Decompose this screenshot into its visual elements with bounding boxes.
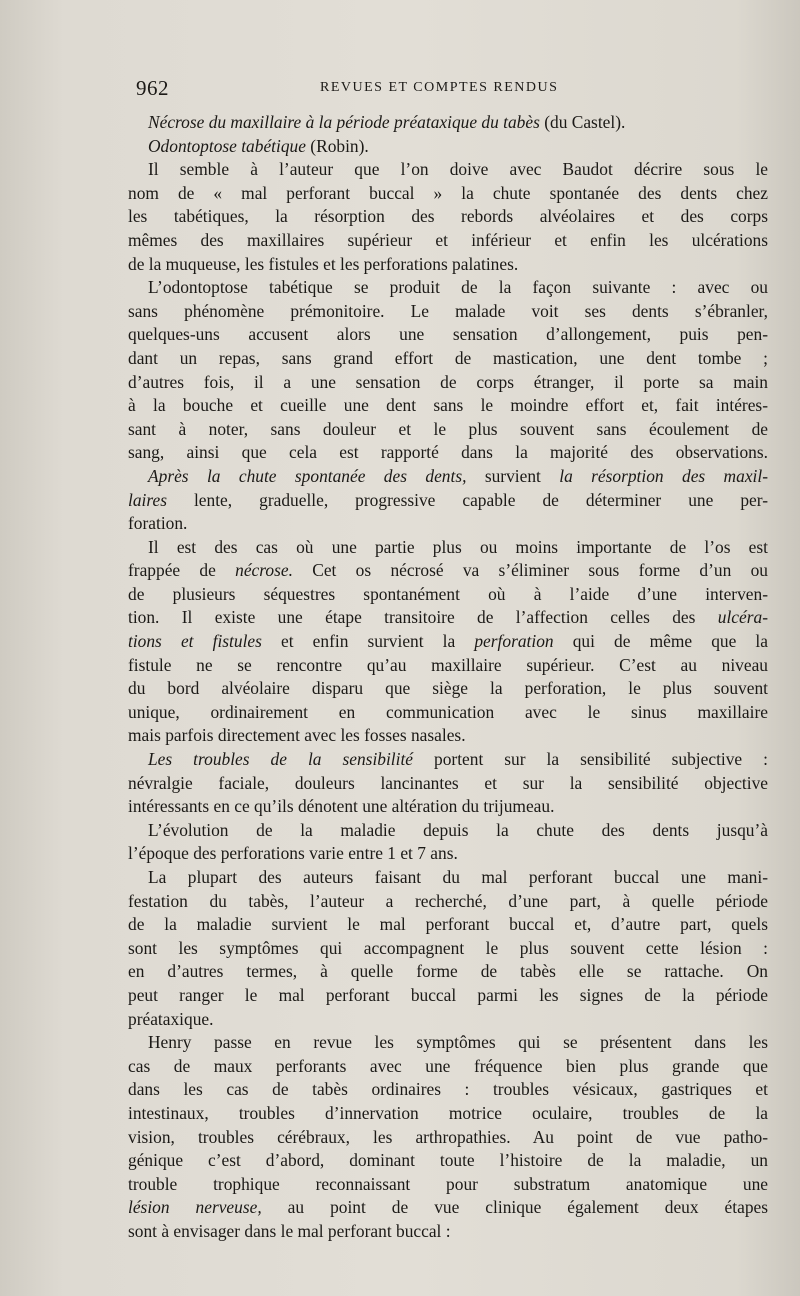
text-line xyxy=(128,205,768,229)
italic-text: nécrose. xyxy=(235,560,293,581)
text-segment: (Robin). xyxy=(305,135,369,156)
text-line xyxy=(128,489,768,513)
text-segment: à la bouche et cueille une dent sans le moindre effort et, fait intéres- xyxy=(128,395,768,416)
text-segment: foration. xyxy=(128,513,188,534)
text-segment: sont à envisager dans le mal perforant buccal : xyxy=(128,1220,451,1241)
text-segment: sont les symptômes qui accompagnent le plus souvent cette lésion : xyxy=(128,937,768,958)
italic-text: la résorption des maxil- xyxy=(559,465,768,486)
text-line xyxy=(128,842,768,866)
text-segment: L’évolution de la maladie depuis la chute des dents jusqu’à xyxy=(148,819,768,840)
text-segment: vision, troubles cérébraux, les arthropathies. Au point de vue patho- xyxy=(128,1126,768,1147)
text-line xyxy=(128,866,768,890)
text-segment: préataxique. xyxy=(128,1008,214,1029)
text-line xyxy=(128,371,768,395)
text-line xyxy=(128,583,768,607)
text-segment: cas de maux perforants avec une fréquence bien plus grande que xyxy=(128,1055,768,1076)
text-segment: l’époque des perforations varie entre 1 et 7 ans. xyxy=(128,843,458,864)
text-line xyxy=(128,1149,768,1173)
text-segment: les tabétiques, la résorption des rebords alvéolaires et des corps xyxy=(128,206,768,227)
text-line xyxy=(128,772,768,796)
text-line xyxy=(128,795,768,819)
italic-text: Nécrose du maxillaire à la période préataxique du tabès xyxy=(148,112,540,132)
text-segment: névralgie faciale, douleurs lancinantes et sur la sensibilité objective xyxy=(128,772,768,793)
text-segment: frappée de xyxy=(128,560,236,581)
text-segment: survient xyxy=(466,465,560,486)
text-segment: unique, ordinairement en communication avec le sinus maxillaire xyxy=(128,701,768,722)
text-segment: qui de même que la xyxy=(553,631,768,652)
text-line xyxy=(128,1008,768,1032)
text-segment: fistule ne se rencontre qu’au maxillaire supérieur. C’est au niveau xyxy=(128,654,768,675)
italic-text: Après la chute spontanée des dents, xyxy=(148,465,467,486)
text-segment: mais parfois directement avec les fosses nasales. xyxy=(128,725,466,746)
italic-text: Les troubles de la sensibilité xyxy=(148,749,414,770)
text-line xyxy=(128,418,768,442)
text-line xyxy=(128,1126,768,1150)
text-line xyxy=(128,111,768,135)
text-line xyxy=(128,890,768,914)
text-line xyxy=(128,135,768,159)
text-segment: intéressants en ce qu’ils dénotent une altération du trijumeau. xyxy=(128,796,555,817)
text-segment: sang, ainsi que cela est rapporté dans la majorité des observations. xyxy=(128,442,768,463)
text-line xyxy=(128,253,768,277)
text-line xyxy=(128,441,768,465)
running-title: REVUES ET COMPTES RENDUS xyxy=(320,80,559,95)
text-segment: d’autres fois, il a une sensation de corps étranger, il porte sa main xyxy=(128,371,768,392)
text-segment: génique c’est d’abord, dominant toute l’histoire de la maladie, un xyxy=(128,1150,768,1171)
text-line xyxy=(128,1196,768,1220)
text-segment: quelques-uns accusent alors une sensation d’allongement, puis pen- xyxy=(128,324,768,345)
text-segment: dans les cas de tabès ordinaires : troubles vésicaux, gastriques et xyxy=(128,1079,768,1100)
text-line xyxy=(128,229,768,253)
text-segment: La plupart des auteurs faisant du mal perforant buccal une mani- xyxy=(148,867,768,887)
text-line xyxy=(128,724,768,748)
text-segment: trouble trophique reconnaissant pour substratum anatomique une xyxy=(128,1173,768,1194)
text-line xyxy=(128,394,768,418)
text-segment: de la muqueuse, les fistules et les perforations palatines. xyxy=(128,253,519,274)
text-line xyxy=(128,536,768,560)
text-segment: Cet os nécrosé va s’éliminer sous forme d’un ou xyxy=(292,560,768,581)
text-line xyxy=(128,347,768,371)
text-line xyxy=(128,300,768,324)
text-line xyxy=(128,606,768,630)
text-segment: sant à noter, sans douleur et le plus souvent sans écoulement de xyxy=(128,418,768,439)
italic-text: lésion nerveuse, xyxy=(128,1197,262,1218)
text-line xyxy=(128,1055,768,1079)
text-line xyxy=(128,819,768,843)
text-line xyxy=(128,1173,768,1197)
text-segment: de la maladie survient le mal perforant buccal et, d’autre part, quels xyxy=(128,914,768,935)
text-segment: lente, graduelle, progressive capable de déterminer une per- xyxy=(166,489,768,510)
page-header xyxy=(136,76,768,102)
text-segment: dant un repas, sans grand effort de mastication, une dent tombe ; xyxy=(128,347,768,368)
text-segment: peut ranger le mal perforant buccal parmi les signes de la période xyxy=(128,984,768,1005)
text-line xyxy=(128,1102,768,1126)
text-line xyxy=(128,960,768,984)
text-line xyxy=(128,913,768,937)
body-text xyxy=(128,111,768,1244)
text-segment: sans phénomène prémonitoire. Le malade voit ses dents s’ébranler, xyxy=(128,300,768,321)
text-line xyxy=(128,677,768,701)
text-segment: et enfin survient la xyxy=(261,631,475,652)
text-segment: Il semble à l’auteur que l’on doive avec Baudot décrire sous le xyxy=(148,159,768,180)
text-segment: portent sur la sensibilité subjective : xyxy=(413,749,768,770)
italic-text: laires xyxy=(128,489,167,510)
text-line xyxy=(128,465,768,489)
text-line xyxy=(128,559,768,583)
text-segment: L’odontoptose tabétique se produit de la façon suivante : avec ou xyxy=(148,277,768,298)
text-segment: tion. Il existe une étape transitoire de l’affection celles des xyxy=(128,607,718,628)
text-line xyxy=(128,276,768,300)
text-segment: Henry passe en revue les symptômes qui se présentent dans les xyxy=(148,1032,768,1053)
text-segment: festation du tabès, l’auteur a recherché, d’une part, à quelle période xyxy=(128,890,768,911)
italic-text: ulcéra- xyxy=(717,607,768,628)
text-line xyxy=(128,748,768,772)
text-line xyxy=(128,1078,768,1102)
italic-text: Odontoptose tabétique xyxy=(148,135,306,156)
text-line xyxy=(128,654,768,678)
text-line xyxy=(128,937,768,961)
text-segment: de plusieurs séquestres spontanément où à l’aide d’une interven- xyxy=(128,583,768,604)
text-line xyxy=(128,984,768,1008)
text-line xyxy=(128,1220,768,1244)
text-line xyxy=(128,182,768,206)
text-line xyxy=(128,1031,768,1055)
text-segment: (du Castel). xyxy=(539,112,626,132)
text-line xyxy=(128,701,768,725)
text-segment: mêmes des maxillaires supérieur et inférieur et enfin les ulcérations xyxy=(128,229,768,250)
italic-text: perforation xyxy=(474,631,554,652)
page-number: 962 xyxy=(136,76,169,100)
text-segment: du bord alvéolaire disparu que siège la perforation, le plus souvent xyxy=(128,678,768,699)
text-line xyxy=(128,512,768,536)
text-segment: intestinaux, troubles d’innervation motrice oculaire, troubles de la xyxy=(128,1102,768,1123)
text-line xyxy=(128,158,768,182)
text-segment: nom de « mal perforant buccal » la chute spontanée des dents chez xyxy=(128,182,768,203)
text-segment: en d’autres termes, à quelle forme de tabès elle se rattache. On xyxy=(128,961,768,982)
text-segment: Il est des cas où une partie plus ou moins importante de l’os est xyxy=(148,536,768,557)
text-segment: au point de vue clinique également deux étapes xyxy=(261,1197,768,1218)
italic-text: tions et fistules xyxy=(128,631,262,652)
text-line xyxy=(128,323,768,347)
text-line xyxy=(128,630,768,654)
